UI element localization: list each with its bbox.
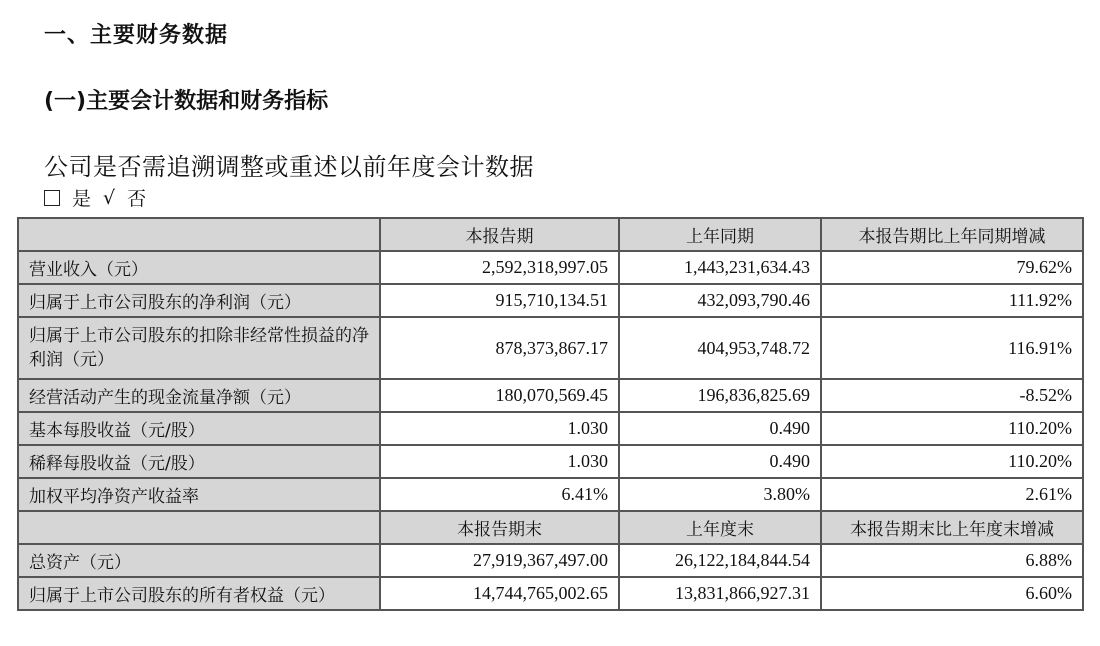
header-cell: 本报告期末 — [380, 511, 619, 544]
row-label: 营业收入（元） — [18, 251, 380, 284]
current-value: 2,592,318,997.05 — [380, 251, 619, 284]
row-label: 归属于上市公司股东的所有者权益（元） — [18, 577, 380, 610]
current-value: 180,070,569.45 — [380, 379, 619, 412]
check-mark-icon: √ — [103, 186, 116, 209]
current-value: 878,373,867.17 — [380, 317, 619, 379]
prior-value: 196,836,825.69 — [619, 379, 821, 412]
current-value: 6.41% — [380, 478, 619, 511]
change-value: 2.61% — [821, 478, 1083, 511]
row-label: 归属于上市公司股东的净利润（元） — [18, 284, 380, 317]
change-value: 6.60% — [821, 577, 1083, 610]
row-label: 加权平均净资产收益率 — [18, 478, 380, 511]
change-value: 111.92% — [821, 284, 1083, 317]
table-row — [18, 379, 1083, 412]
prior-value: 26,122,184,844.54 — [619, 544, 821, 577]
table-row — [18, 577, 1083, 610]
current-value: 1.030 — [380, 445, 619, 478]
yes-label: 是 — [72, 188, 92, 210]
change-value: 116.91% — [821, 317, 1083, 379]
prior-value: 0.490 — [619, 412, 821, 445]
table-header-row — [18, 511, 1083, 544]
change-value: 6.88% — [821, 544, 1083, 577]
current-value: 14,744,765,002.65 — [380, 577, 619, 610]
subsection-title: (一)主要会计数据和财务指标 — [44, 89, 329, 114]
change-value: -8.52% — [821, 379, 1083, 412]
prior-value: 13,831,866,927.31 — [619, 577, 821, 610]
prior-value: 404,953,748.72 — [619, 317, 821, 379]
restatement-options — [44, 184, 146, 211]
header-cell — [18, 218, 380, 251]
prior-value: 1,443,231,634.43 — [619, 251, 821, 284]
header-cell: 本报告期比上年同期增减 — [821, 218, 1083, 251]
table-row — [18, 284, 1083, 317]
row-label: 归属于上市公司股东的扣除非经常性损益的净利润（元） — [18, 317, 380, 379]
table-row — [18, 317, 1083, 379]
prior-value: 0.490 — [619, 445, 821, 478]
header-cell: 上年同期 — [619, 218, 821, 251]
header-cell: 上年度末 — [619, 511, 821, 544]
yes-checkbox-icon — [44, 190, 60, 206]
current-value: 1.030 — [380, 412, 619, 445]
current-value: 27,919,367,497.00 — [380, 544, 619, 577]
table-row — [18, 445, 1083, 478]
table-row — [18, 251, 1083, 284]
table-row — [18, 544, 1083, 577]
row-label: 稀释每股收益（元/股） — [18, 445, 380, 478]
header-cell: 本报告期末比上年度末增减 — [821, 511, 1083, 544]
row-label: 经营活动产生的现金流量净额（元） — [18, 379, 380, 412]
current-value: 915,710,134.51 — [380, 284, 619, 317]
change-value: 110.20% — [821, 445, 1083, 478]
header-cell — [18, 511, 380, 544]
change-value: 79.62% — [821, 251, 1083, 284]
section-title: 一、主要财务数据 — [44, 23, 229, 48]
change-value: 110.20% — [821, 412, 1083, 445]
table-row — [18, 412, 1083, 445]
prior-value: 432,093,790.46 — [619, 284, 821, 317]
table-header-row — [18, 218, 1083, 251]
row-label: 总资产（元） — [18, 544, 380, 577]
restatement-question: 公司是否需追溯调整或重述以前年度会计数据 — [44, 153, 534, 181]
prior-value: 3.80% — [619, 478, 821, 511]
table-row — [18, 478, 1083, 511]
header-cell: 本报告期 — [380, 218, 619, 251]
financial-data-table — [17, 217, 1084, 611]
no-label: 否 — [127, 188, 147, 210]
row-label: 基本每股收益（元/股） — [18, 412, 380, 445]
